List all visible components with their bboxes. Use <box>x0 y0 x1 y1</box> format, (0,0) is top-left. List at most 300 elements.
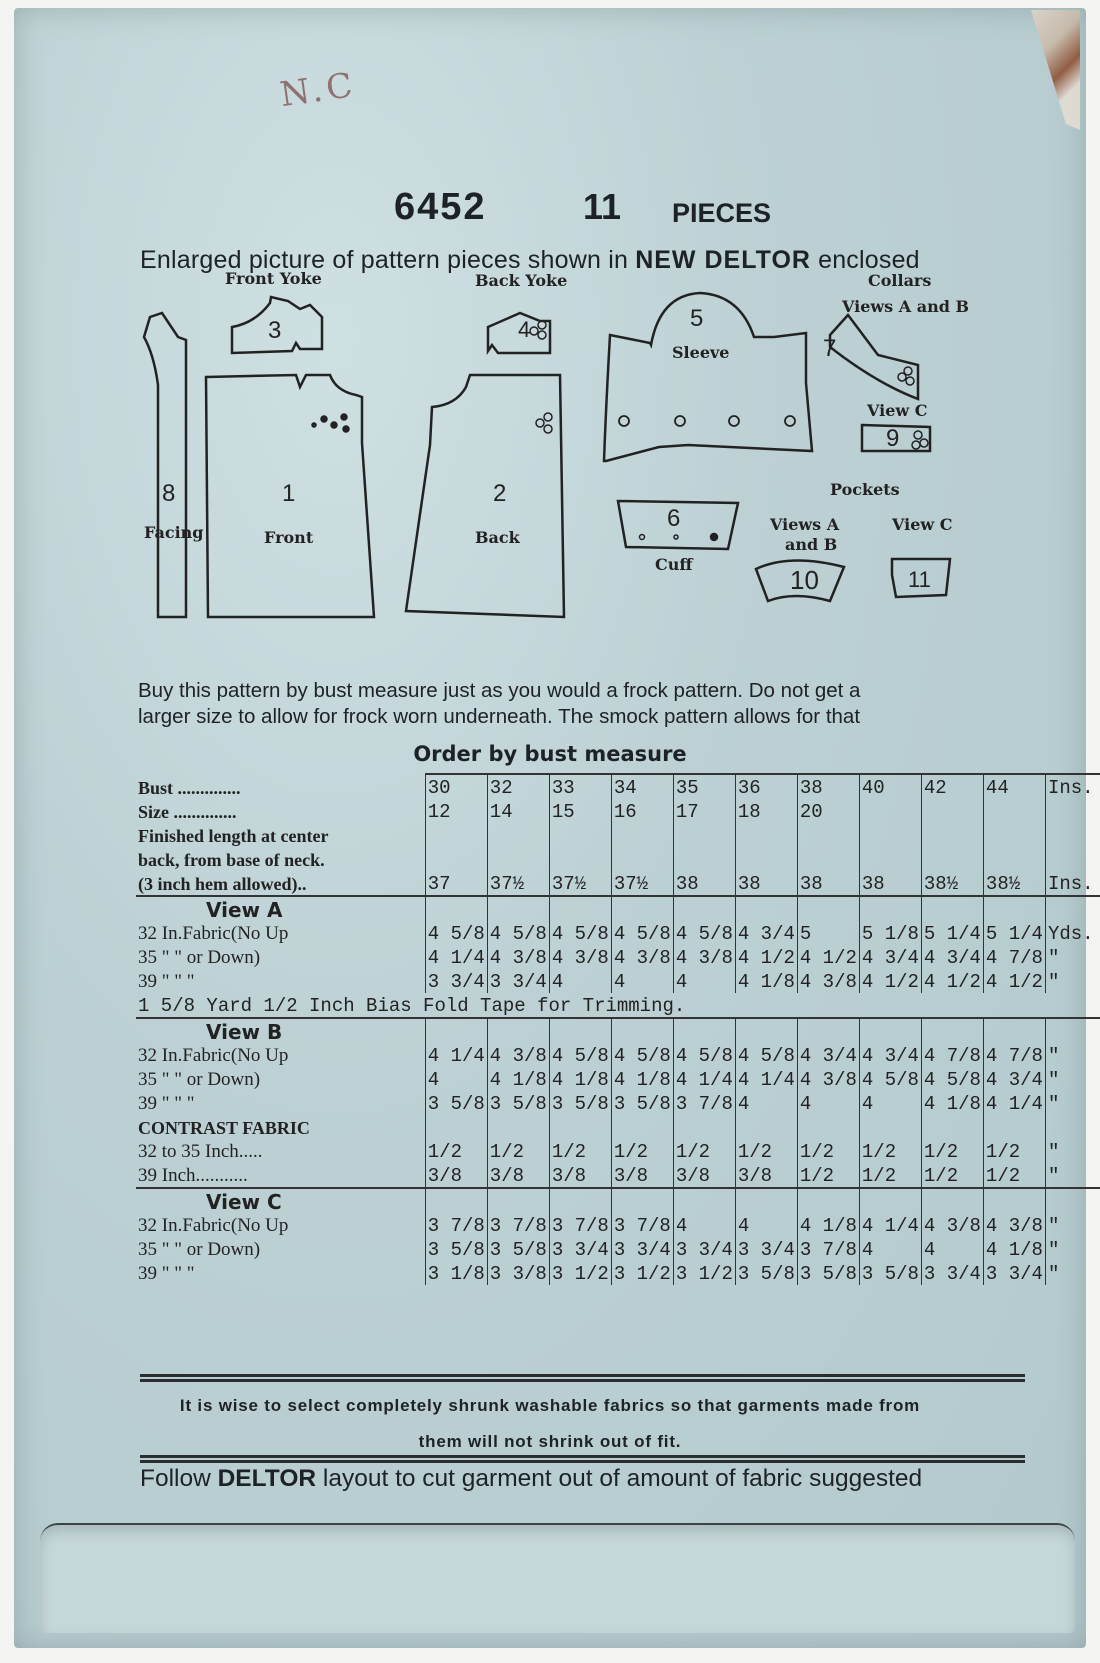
cell-30: 4 <box>425 1067 487 1091</box>
fabric-row <box>136 1067 1100 1091</box>
cell-33: 4 5/8 <box>549 921 611 945</box>
cell-44: 4 1/8 <box>983 1237 1045 1261</box>
cell-30: 4 5/8 <box>425 921 487 945</box>
cell-40: 40 <box>859 774 921 799</box>
cell-32 <box>487 823 549 847</box>
cell-40: 4 5/8 <box>859 1067 921 1091</box>
unit-cell: " <box>1045 1067 1100 1091</box>
piece-number-2: 2 <box>493 480 507 507</box>
unit-cell: " <box>1045 1213 1100 1237</box>
fabric-row <box>136 1043 1100 1067</box>
cell-32: 3/8 <box>487 1163 549 1188</box>
cell-35: 4 1/4 <box>673 1067 735 1091</box>
cell-32: 14 <box>487 799 549 823</box>
cell-36: 3 3/4 <box>735 1237 797 1261</box>
row-label: 32 In.Fabric(No Up <box>138 1045 289 1066</box>
cell-38: 4 <box>797 1091 859 1115</box>
cell-36: 38 <box>735 871 797 896</box>
label-front: Front <box>264 528 314 547</box>
row-label: (3 inch hem allowed).. <box>138 874 307 894</box>
cell-40: 5 1/8 <box>859 921 921 945</box>
label-facing: Facing <box>144 523 204 542</box>
cell-35 <box>673 823 735 847</box>
deltor-brand-footer: DELTOR <box>217 1465 317 1492</box>
cell-35: 4 3/8 <box>673 945 735 969</box>
cell-30: 37 <box>425 871 487 896</box>
cell-33 <box>549 823 611 847</box>
cell-32: 4 1/8 <box>487 1067 549 1091</box>
cell-42: 38½ <box>921 871 983 896</box>
cell-36: 4 5/8 <box>735 1043 797 1067</box>
handwritten-ink-mark: N.C <box>277 64 359 116</box>
piece-count: 11 <box>583 186 622 227</box>
cell-empty <box>611 896 673 921</box>
cell-40: 4 1/2 <box>859 969 921 993</box>
cell-38: 1/2 <box>797 1163 859 1188</box>
cell-34: 4 <box>611 969 673 993</box>
cell-35: 3 1/2 <box>673 1261 735 1285</box>
cell-empty <box>797 1188 859 1213</box>
unit-cell: " <box>1045 945 1100 969</box>
cell-35: 3/8 <box>673 1163 735 1188</box>
unit-cell: Yds. <box>1045 921 1100 945</box>
cell-30: 3 1/8 <box>425 1261 487 1285</box>
cell-empty <box>735 1018 797 1043</box>
cell-44: 4 1/2 <box>983 969 1045 993</box>
row-label: 39 " " " <box>138 1093 195 1114</box>
row-label: 39 " " " <box>138 1263 195 1284</box>
shrink-advice <box>0 1388 1100 1460</box>
cell-42 <box>921 847 983 871</box>
cell-empty <box>983 1188 1045 1213</box>
cell-32: 3 3/8 <box>487 1261 549 1285</box>
cell-33: 4 3/8 <box>549 945 611 969</box>
cell-34: 1/2 <box>611 1139 673 1163</box>
cell-44 <box>983 823 1045 847</box>
cell-33: 3 5/8 <box>549 1091 611 1115</box>
cell-34: 16 <box>611 799 673 823</box>
cell-empty <box>425 896 487 921</box>
cell-30: 4 1/4 <box>425 945 487 969</box>
cell-empty <box>921 896 983 921</box>
cell-44: 1/2 <box>983 1139 1045 1163</box>
cell-38: 3 7/8 <box>797 1237 859 1261</box>
piece-number-7: 7 <box>823 335 837 362</box>
label-collar-view-c: View C <box>867 401 928 420</box>
buy-instructions <box>138 678 1038 730</box>
label-pockets-view-c: View C <box>892 515 953 534</box>
cell-40: 4 1/4 <box>859 1213 921 1237</box>
label-collars: Collars <box>868 271 932 290</box>
cell-36 <box>735 823 797 847</box>
cell-42: 3 3/4 <box>921 1261 983 1285</box>
view-heading-row <box>136 1018 1100 1043</box>
unit-cell: " <box>1045 1261 1100 1285</box>
follow-text-end: layout to cut garment out of amount of fabric suggested <box>316 1465 923 1492</box>
cell-empty <box>983 896 1045 921</box>
order-heading: Order by bust measure <box>413 742 687 766</box>
cell-30: 3 7/8 <box>425 1213 487 1237</box>
cell-36 <box>735 847 797 871</box>
row-label: 39 " " " <box>138 971 195 992</box>
cell-44: 38½ <box>983 871 1045 896</box>
cell-34: 3 3/4 <box>611 1237 673 1261</box>
unit-cell: Ins. <box>1045 774 1100 799</box>
cell-empty <box>983 1018 1045 1043</box>
row-label: back, from base of neck. <box>138 850 325 870</box>
contrast-fabric-row <box>136 1139 1100 1163</box>
cell-42: 4 1/8 <box>921 1091 983 1115</box>
cell-32: 32 <box>487 774 549 799</box>
cell-34: 4 5/8 <box>611 921 673 945</box>
cell-34: 3 7/8 <box>611 1213 673 1237</box>
cell-35 <box>673 847 735 871</box>
cell-32: 3 5/8 <box>487 1091 549 1115</box>
cell-42: 5 1/4 <box>921 921 983 945</box>
cell-44: 1/2 <box>983 1163 1045 1188</box>
cell-36: 1/2 <box>735 1139 797 1163</box>
cell-42: 1/2 <box>921 1139 983 1163</box>
cell-empty <box>425 1018 487 1043</box>
unit-cell: Ins. <box>1045 871 1100 896</box>
fabric-row <box>136 1213 1100 1237</box>
cell-34: 3 1/2 <box>611 1261 673 1285</box>
cell-44: 5 1/4 <box>983 921 1045 945</box>
cell-38 <box>797 823 859 847</box>
unit-cell: " <box>1045 1163 1100 1188</box>
cell-40: 38 <box>859 871 921 896</box>
cell-empty <box>549 1018 611 1043</box>
cell-40: 3 5/8 <box>859 1261 921 1285</box>
cell-44 <box>983 1115 1045 1139</box>
cell-32: 3 3/4 <box>487 969 549 993</box>
unit-cell: " <box>1045 1237 1100 1261</box>
cell-44 <box>983 847 1045 871</box>
trim-note: 1 5/8 Yard 1/2 Inch Bias Fold Tape for Trimming. <box>138 995 686 1017</box>
cell-35: 38 <box>673 871 735 896</box>
cell-42: 42 <box>921 774 983 799</box>
cell-34: 34 <box>611 774 673 799</box>
label-sleeve: Sleeve <box>672 343 730 362</box>
cell-38: 38 <box>797 774 859 799</box>
cell-32: 4 3/8 <box>487 1043 549 1067</box>
cell-42: 4 3/8 <box>921 1213 983 1237</box>
fabric-row <box>136 945 1100 969</box>
cell-empty <box>859 896 921 921</box>
unit-cell <box>1045 1018 1100 1043</box>
cell-38: 4 3/8 <box>797 969 859 993</box>
piece-number-3: 3 <box>268 317 282 344</box>
cell-30: 3 3/4 <box>425 969 487 993</box>
trim-note-row <box>136 993 1100 1018</box>
cell-33: 3 3/4 <box>549 1237 611 1261</box>
piece-number-10: 10 <box>790 565 819 595</box>
shrink-advice-line-2: them will not shrink out of fit. <box>418 1432 682 1451</box>
cell-empty <box>859 1188 921 1213</box>
cell-empty <box>425 1188 487 1213</box>
cell-36: 4 <box>735 1213 797 1237</box>
double-rule-2-bottom <box>140 1460 1025 1463</box>
cell-35: 1/2 <box>673 1139 735 1163</box>
cell-42: 4 3/4 <box>921 945 983 969</box>
cell-30 <box>425 1115 487 1139</box>
label-cuff: Cuff <box>655 555 693 574</box>
cell-30: 3 5/8 <box>425 1237 487 1261</box>
cell-38: 20 <box>797 799 859 823</box>
label-back-yoke: Back Yoke <box>475 271 568 290</box>
unit-cell <box>1045 1188 1100 1213</box>
cell-30: 1/2 <box>425 1139 487 1163</box>
cell-32: 3 7/8 <box>487 1213 549 1237</box>
row-label: 35 " " or Down) <box>138 947 261 968</box>
cell-44: 4 7/8 <box>983 945 1045 969</box>
cell-33: 15 <box>549 799 611 823</box>
cell-38: 5 <box>797 921 859 945</box>
cell-32: 1/2 <box>487 1139 549 1163</box>
label-collar-views-a-b: Views A and B <box>842 297 970 316</box>
unit-cell: " <box>1045 1091 1100 1115</box>
view-title: View A <box>136 896 425 921</box>
cell-38: 4 1/2 <box>797 945 859 969</box>
cell-35: 35 <box>673 774 735 799</box>
cell-42: 4 1/2 <box>921 969 983 993</box>
contrast-heading-row <box>136 1115 1100 1139</box>
cell-40 <box>859 1115 921 1139</box>
cell-40: 4 3/4 <box>859 945 921 969</box>
cell-32: 4 3/8 <box>487 945 549 969</box>
cell-empty <box>735 896 797 921</box>
cell-34 <box>611 823 673 847</box>
unit-cell <box>1045 1115 1100 1139</box>
view-title: View B <box>136 1018 425 1043</box>
cell-36: 4 3/4 <box>735 921 797 945</box>
cell-empty <box>611 1188 673 1213</box>
row-label: 39 Inch........... <box>138 1165 248 1186</box>
cell-33: 4 <box>549 969 611 993</box>
cell-33: 3/8 <box>549 1163 611 1188</box>
unit-cell <box>1045 847 1100 871</box>
piece-number-8: 8 <box>162 480 176 507</box>
cell-32 <box>487 847 549 871</box>
cell-44: 4 3/4 <box>983 1067 1045 1091</box>
cell-38: 4 1/8 <box>797 1213 859 1237</box>
cell-empty <box>549 896 611 921</box>
cell-34: 37½ <box>611 871 673 896</box>
label-back: Back <box>475 528 520 547</box>
cell-34: 4 5/8 <box>611 1043 673 1067</box>
unit-cell: " <box>1045 1043 1100 1067</box>
cell-34: 3 5/8 <box>611 1091 673 1115</box>
cell-35 <box>673 1115 735 1139</box>
cell-30: 3/8 <box>425 1163 487 1188</box>
envelope-flap <box>40 1523 1075 1633</box>
cell-empty <box>797 1018 859 1043</box>
cell-30 <box>425 847 487 871</box>
cell-42: 4 7/8 <box>921 1043 983 1067</box>
cell-34 <box>611 1115 673 1139</box>
cell-30 <box>425 823 487 847</box>
fabric-row <box>136 1091 1100 1115</box>
row-label: 32 to 35 Inch..... <box>138 1141 263 1162</box>
fabric-row <box>136 1261 1100 1285</box>
bust-row <box>136 774 1100 799</box>
piece-number-6: 6 <box>667 505 681 532</box>
view-title: View C <box>136 1188 425 1213</box>
double-rule-2-top <box>140 1455 1025 1458</box>
fabric-row <box>136 1237 1100 1261</box>
cell-40: 4 3/4 <box>859 1043 921 1067</box>
row-label: 32 In.Fabric(No Up <box>138 923 289 944</box>
label-pockets-views-a: Views A <box>770 515 840 534</box>
cell-40: 4 <box>859 1237 921 1261</box>
cell-36: 4 1/2 <box>735 945 797 969</box>
cell-36: 4 1/8 <box>735 969 797 993</box>
cell-34 <box>611 847 673 871</box>
cell-36 <box>735 1115 797 1139</box>
piece-number-4: 4 <box>518 317 531 342</box>
cell-empty <box>549 1188 611 1213</box>
cell-35: 4 <box>673 1213 735 1237</box>
cell-33: 3 1/2 <box>549 1261 611 1285</box>
cell-44: 3 3/4 <box>983 1261 1045 1285</box>
cell-33 <box>549 847 611 871</box>
cell-34: 4 1/8 <box>611 1067 673 1091</box>
size-row <box>136 799 1100 823</box>
piece-number-5: 5 <box>690 305 704 332</box>
cell-40: 1/2 <box>859 1139 921 1163</box>
buy-instructions-line-1: Buy this pattern by bust measure just as you would a frock pattern. Do not get a <box>138 679 861 702</box>
view-heading-row <box>136 1188 1100 1213</box>
enlarged-note-end: enclosed <box>810 246 920 274</box>
cell-35: 4 5/8 <box>673 1043 735 1067</box>
label-front-yoke: Front Yoke <box>225 269 322 288</box>
piece-number-11: 11 <box>908 567 931 592</box>
cell-42: 4 5/8 <box>921 1067 983 1091</box>
view-heading-row <box>136 896 1100 921</box>
cell-35: 3 3/4 <box>673 1237 735 1261</box>
cell-40 <box>859 847 921 871</box>
piece-number-1: 1 <box>282 480 296 507</box>
cell-33 <box>549 1115 611 1139</box>
cell-empty <box>487 1188 549 1213</box>
cell-40 <box>859 799 921 823</box>
cell-32: 3 5/8 <box>487 1237 549 1261</box>
unit-cell <box>1045 896 1100 921</box>
label-pockets: Pockets <box>830 480 900 499</box>
fabric-row <box>136 969 1100 993</box>
cell-35: 4 <box>673 969 735 993</box>
cell-38: 4 3/4 <box>797 1043 859 1067</box>
cell-35: 4 5/8 <box>673 921 735 945</box>
cell-36: 36 <box>735 774 797 799</box>
cell-35: 3 7/8 <box>673 1091 735 1115</box>
fabric-row <box>136 921 1100 945</box>
cell-36: 3 5/8 <box>735 1261 797 1285</box>
cell-30: 4 1/4 <box>425 1043 487 1067</box>
cell-42 <box>921 1115 983 1139</box>
cell-44: 4 3/8 <box>983 1213 1045 1237</box>
finished-length-row <box>136 871 1100 896</box>
cell-empty <box>673 1188 735 1213</box>
cell-33: 1/2 <box>549 1139 611 1163</box>
unit-cell: " <box>1045 969 1100 993</box>
contrast-fabric-row <box>136 1163 1100 1188</box>
cell-40 <box>859 823 921 847</box>
cell-42: 1/2 <box>921 1163 983 1188</box>
cell-33: 4 5/8 <box>549 1043 611 1067</box>
cell-38: 3 5/8 <box>797 1261 859 1285</box>
buy-instructions-line-2: larger size to allow for frock worn underneath. The smock pattern allows for that <box>138 705 861 728</box>
cell-33: 3 7/8 <box>549 1213 611 1237</box>
follow-text: Follow <box>140 1465 218 1492</box>
row-label: CONTRAST FABRIC <box>138 1118 310 1138</box>
cell-36: 4 <box>735 1091 797 1115</box>
unit-cell <box>1045 823 1100 847</box>
double-rule-top <box>140 1374 1025 1377</box>
cell-34: 4 3/8 <box>611 945 673 969</box>
cell-44: 4 1/4 <box>983 1091 1045 1115</box>
cell-36: 4 1/4 <box>735 1067 797 1091</box>
cell-empty <box>859 1018 921 1043</box>
follow-deltor-note <box>140 1465 922 1493</box>
row-label: 35 " " or Down) <box>138 1239 261 1260</box>
length-label-row <box>136 847 1100 871</box>
deltor-brand: NEW DELTOR <box>635 246 811 274</box>
yardage-table <box>136 773 1100 1285</box>
cell-30: 12 <box>425 799 487 823</box>
cell-32: 4 5/8 <box>487 921 549 945</box>
double-rule-bottom <box>140 1379 1025 1382</box>
row-label: Bust .............. <box>138 778 241 798</box>
row-label: Size .............. <box>138 802 237 822</box>
cell-35: 17 <box>673 799 735 823</box>
length-label-row <box>136 823 1100 847</box>
cell-38: 4 3/8 <box>797 1067 859 1091</box>
cell-33: 37½ <box>549 871 611 896</box>
cell-38: 1/2 <box>797 1139 859 1163</box>
pieces-label: PIECES <box>672 198 772 228</box>
cell-32: 37½ <box>487 871 549 896</box>
pattern-number: 6452 <box>394 186 487 228</box>
cell-empty <box>921 1188 983 1213</box>
cell-empty <box>735 1188 797 1213</box>
cell-34: 3/8 <box>611 1163 673 1188</box>
label-pockets-and-b: and B <box>785 535 838 554</box>
cell-38: 38 <box>797 871 859 896</box>
cell-32 <box>487 1115 549 1139</box>
unit-cell <box>1045 799 1100 823</box>
cell-30: 3 5/8 <box>425 1091 487 1115</box>
unit-cell: " <box>1045 1139 1100 1163</box>
cell-38 <box>797 1115 859 1139</box>
row-label: 35 " " or Down) <box>138 1069 261 1090</box>
cell-44: 4 7/8 <box>983 1043 1045 1067</box>
cell-empty <box>921 1018 983 1043</box>
enlarged-note-text: Enlarged picture of pattern pieces shown in <box>140 246 636 274</box>
cell-empty <box>797 896 859 921</box>
cell-empty <box>673 896 735 921</box>
cell-42: 4 <box>921 1237 983 1261</box>
cell-36: 18 <box>735 799 797 823</box>
cell-33: 4 1/8 <box>549 1067 611 1091</box>
cell-38 <box>797 847 859 871</box>
cell-30: 30 <box>425 774 487 799</box>
cell-empty <box>673 1018 735 1043</box>
row-label: 32 In.Fabric(No Up <box>138 1215 289 1236</box>
cell-40: 1/2 <box>859 1163 921 1188</box>
cell-empty <box>611 1018 673 1043</box>
cell-42 <box>921 799 983 823</box>
